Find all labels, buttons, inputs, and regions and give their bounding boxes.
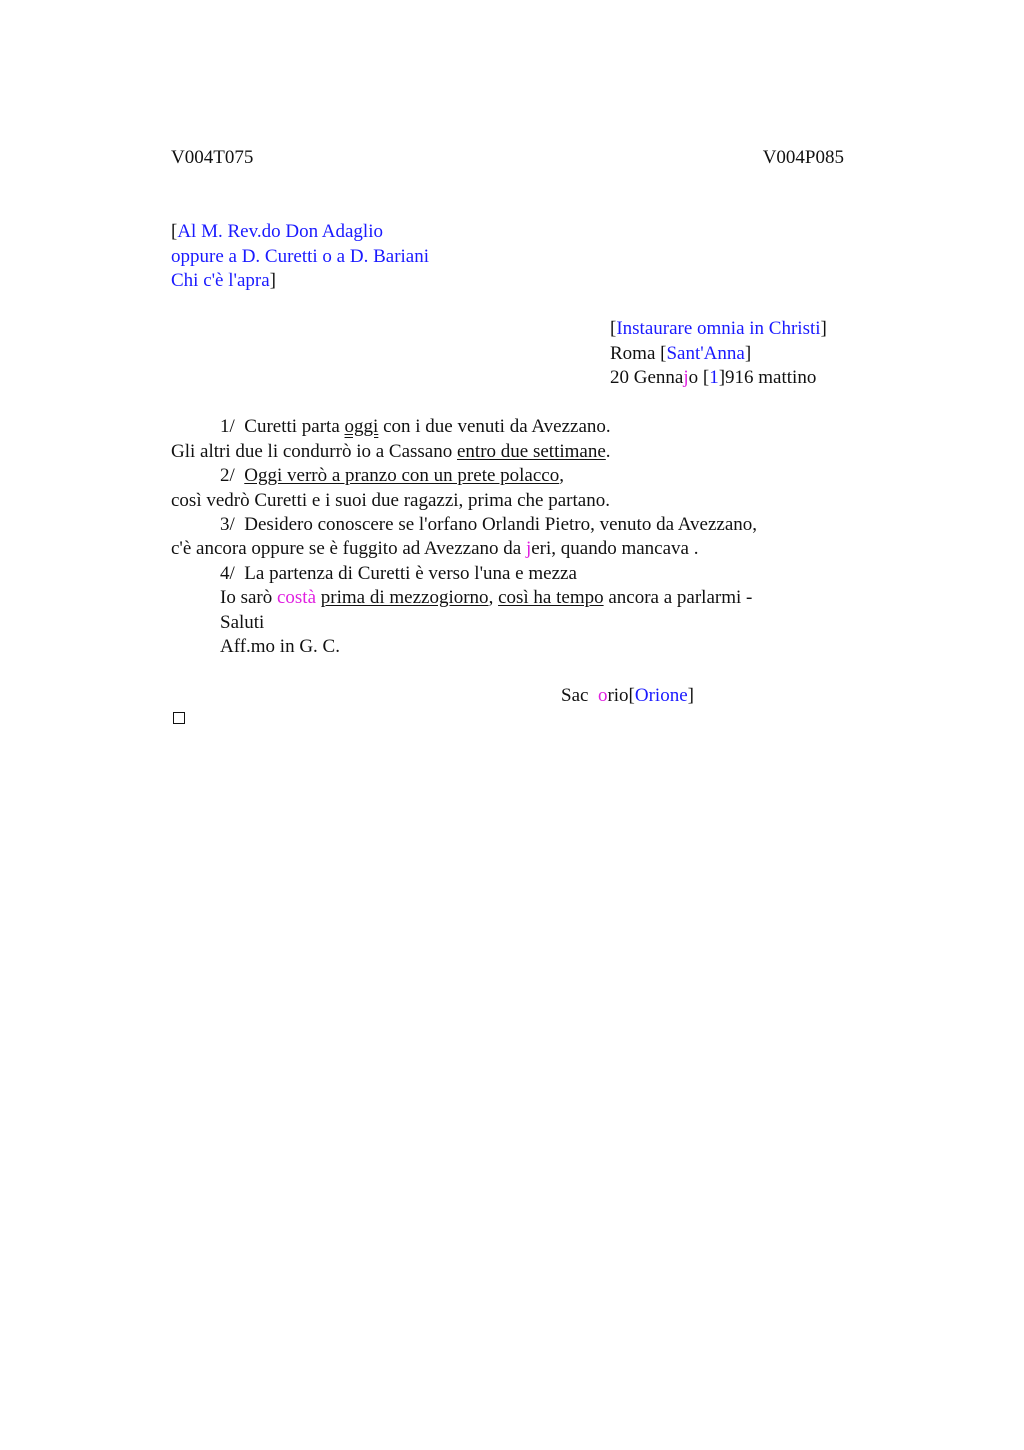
salutation: Saluti bbox=[220, 612, 265, 633]
signature: Sac orio[Orione] bbox=[561, 685, 694, 706]
end-marker-box bbox=[173, 712, 185, 724]
paragraph-1-line-2: Gli altri due li condurrò io a Cassano entro due settimane. bbox=[171, 441, 611, 462]
address-line-2: oppure a D. Curetti o a D. Bariani bbox=[171, 246, 430, 267]
paragraph-3-line-1: 3/ Desidero conoscere se l'orfano Orlandi Pietro, venuto da Avezzano, bbox=[220, 514, 758, 535]
address-line-1: [Al M. Rev.do Don Adaglio bbox=[171, 221, 383, 242]
closing: Aff.mo in G. C. bbox=[220, 636, 340, 657]
paragraph-4-line-2: Io sarò costà prima di mezzogiorno, così ha tempo ancora a parlarmi - bbox=[220, 587, 753, 608]
paragraph-3-line-2: c'è ancora oppure se è fuggito ad Avezzano da jeri, quando mancava . bbox=[171, 538, 699, 559]
doc-code-right: V004P085 bbox=[762, 147, 844, 168]
paragraph-4-line-1: 4/ La partenza di Curetti è verso l'una e mezza bbox=[220, 563, 577, 584]
paragraph-2-line-2: così vedrò Curetti e i suoi due ragazzi, prima che partano. bbox=[171, 490, 610, 511]
paragraph-2-line-1: 2/ Oggi verrò a pranzo con un prete polacco, bbox=[220, 465, 564, 486]
motto: [Instaurare omnia in Christi] bbox=[610, 318, 827, 339]
doc-code-left: V004T075 bbox=[171, 147, 254, 168]
date: 20 Gennajo [1]916 mattino bbox=[610, 367, 817, 388]
paragraph-1-line-1: 1/ Curetti parta oggi con i due venuti da Avezzano. bbox=[220, 416, 611, 437]
place: Roma [Sant'Anna] bbox=[610, 343, 752, 364]
address-line-3: Chi c'è l'apra] bbox=[171, 270, 276, 291]
